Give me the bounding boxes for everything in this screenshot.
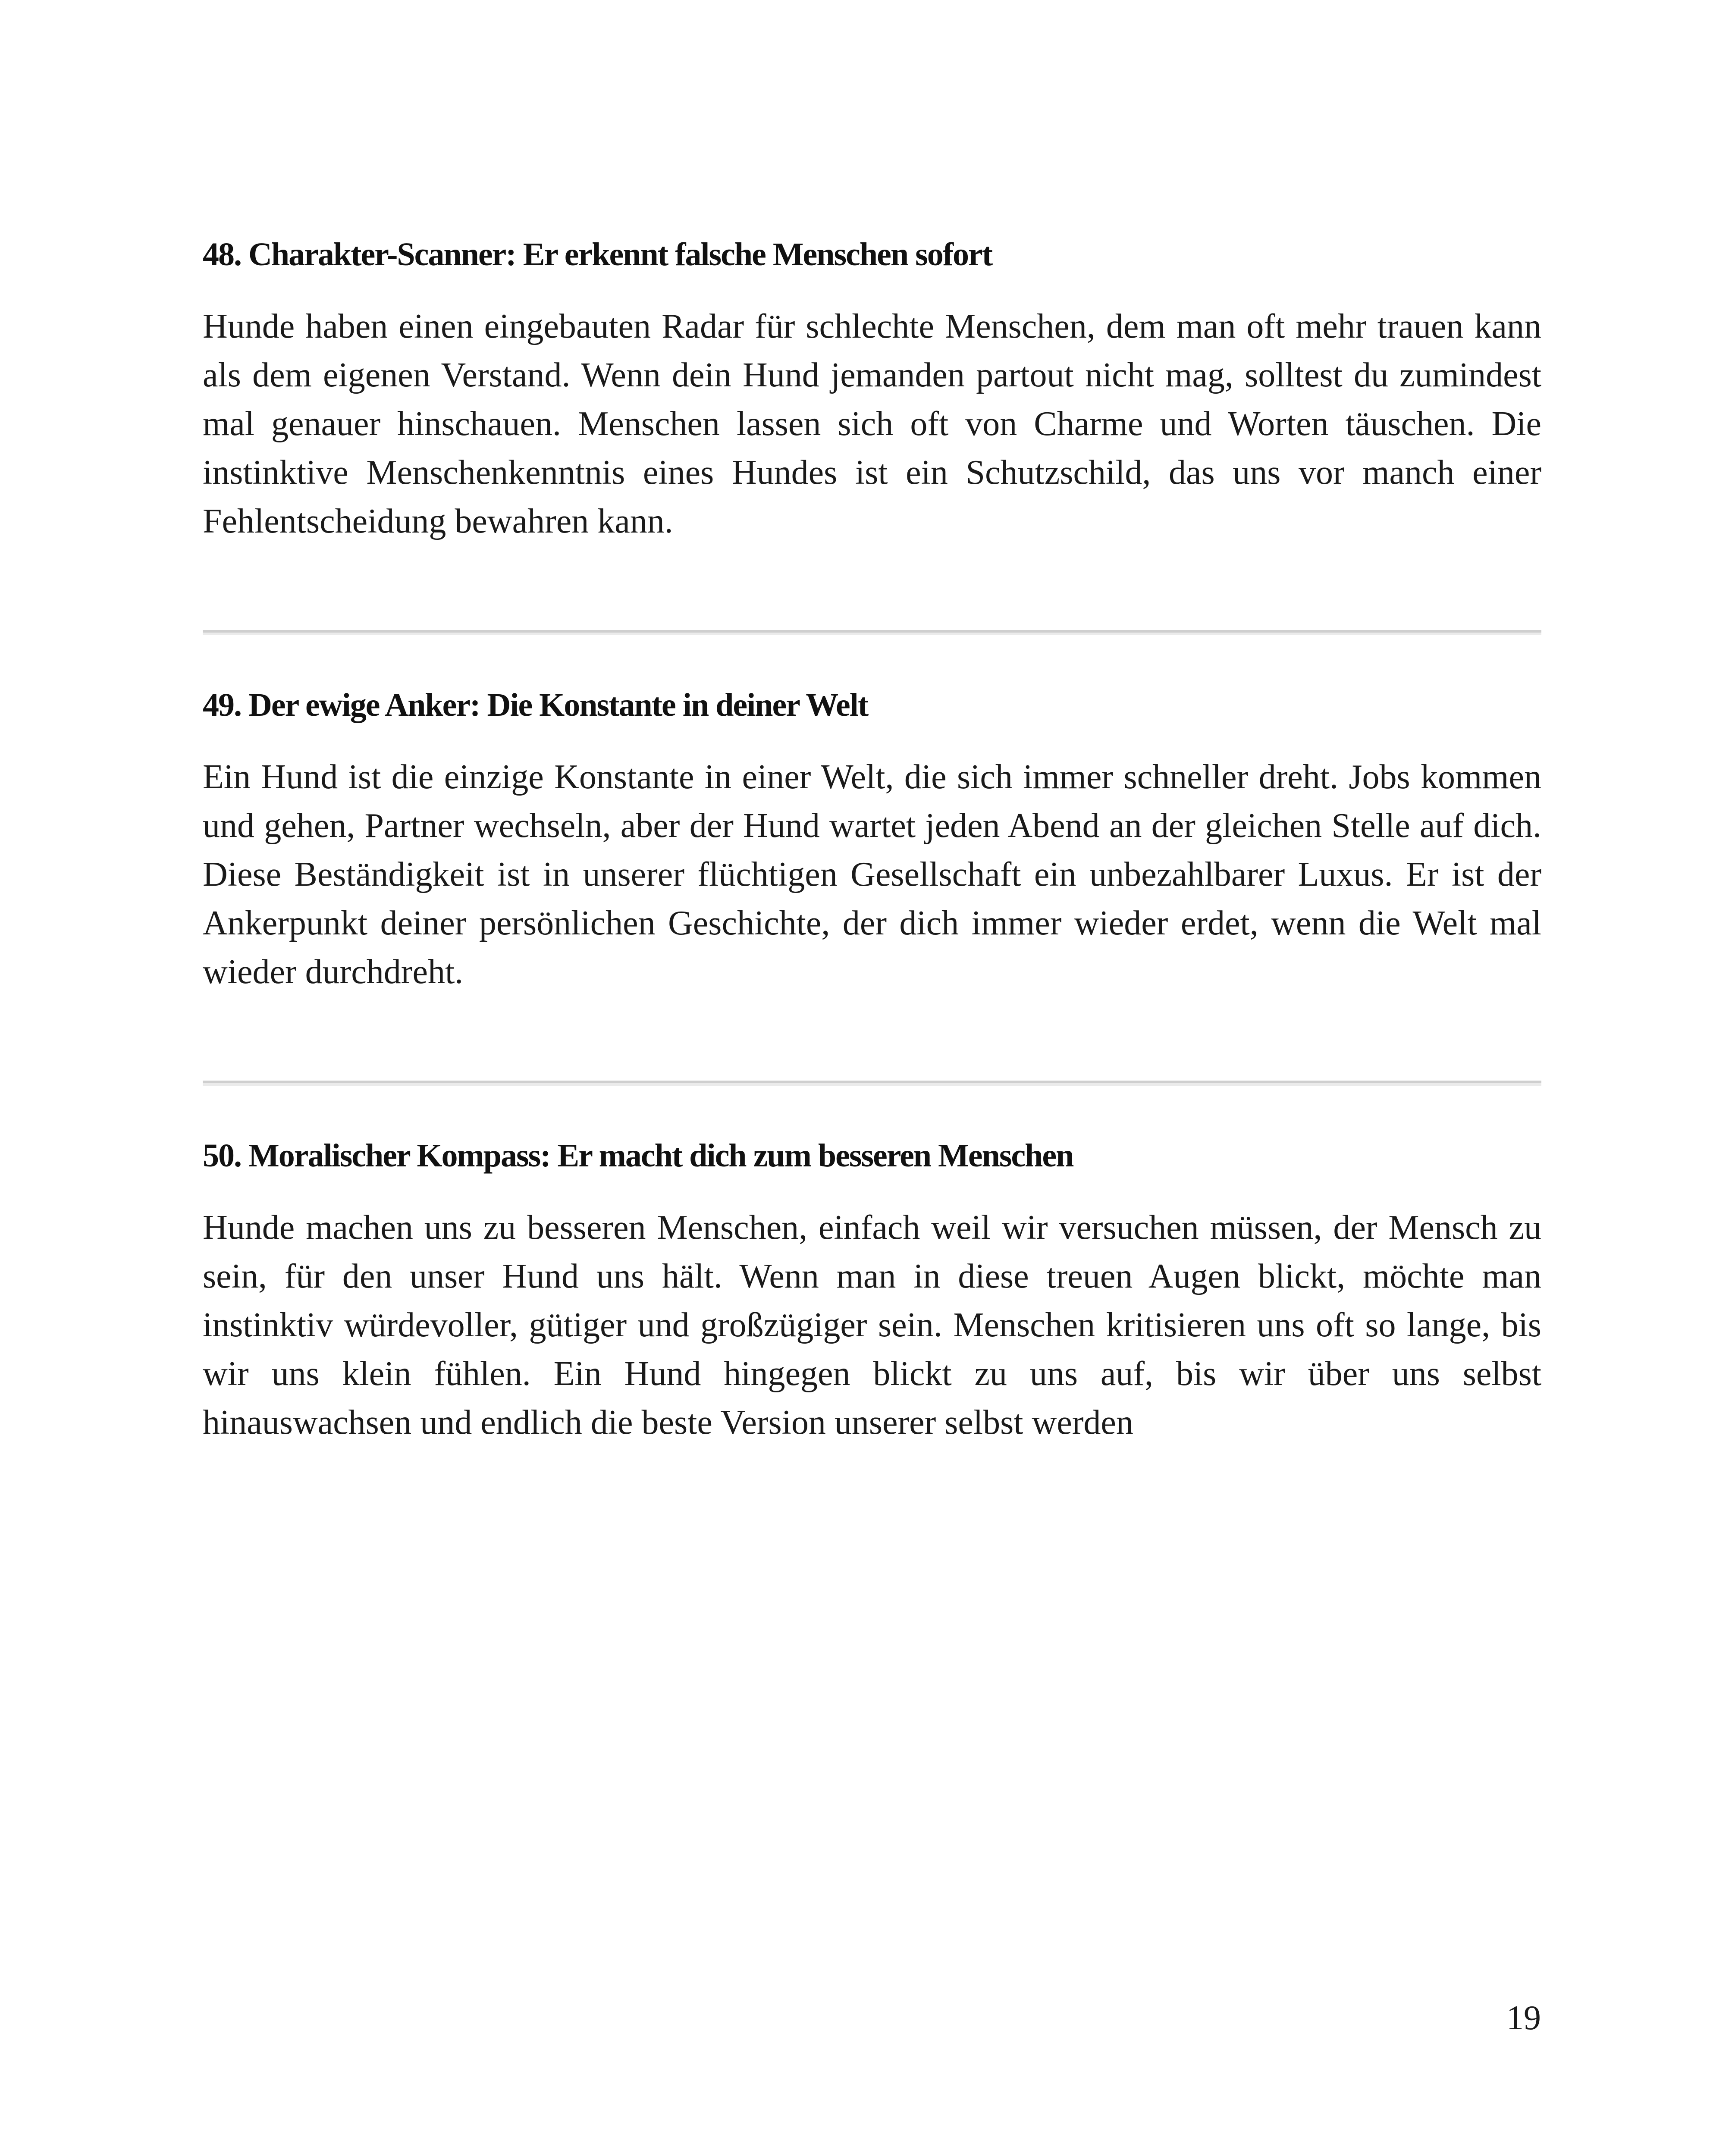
section-paragraph: Hunde haben einen eingebauten Radar für schlechte Menschen, dem man oft mehr trauen kann als dem eigenen Verstand. Wenn dein Hund jemanden partout nicht mag, solltest du zumindest mal genauer hinschauen. Menschen lassen sich oft von Charme und Worten täuschen. Die instinktive Menschenkenntnis eines Hundes ist ein Schutzschild, das uns vor manch einer Fehlentscheidung bewahren kann. xyxy=(203,307,1541,540)
section-paragraph: Ein Hund ist die einzige Konstante in einer Welt, die sich immer schneller dreht. Jobs kommen und gehen, Partner wechseln, aber der Hund wartet jeden Abend an der gleichen Stelle auf dich. Diese Beständigkeit ist in unserer flüchtigen Gesellschaft ein unbezahlbarer Luxus. Er ist der Ankerpunkt deiner persönlichen Geschichte, der dich immer wieder erdet, wenn die Welt mal wieder durchdreht. xyxy=(203,758,1541,991)
section-49 xyxy=(203,681,1541,997)
section-50 xyxy=(203,1132,1541,1447)
section-title: 49. Der ewige Anker: Die Konstante in deiner Welt xyxy=(203,687,868,723)
section-title: 50. Moralischer Kompass: Er macht dich zum besseren Menschen xyxy=(203,1138,1073,1174)
section-48 xyxy=(203,231,1541,546)
section-divider xyxy=(203,630,1541,635)
section-divider xyxy=(203,1081,1541,1086)
section-title: 48. Charakter-Scanner: Er erkennt falsche Menschen sofort xyxy=(203,236,992,273)
section-paragraph: Hunde machen uns zu besseren Menschen, einfach weil wir versuchen müssen, der Mensch zu sein, für den unser Hund uns hält. Wenn man in diese treuen Augen blickt, möchte man instinktiv würdevoller, gütiger und großzügiger sein. Menschen kritisieren uns oft so lange, bis wir uns klein fühlen. Ein Hund hingegen blickt zu uns auf, bis wir über uns selbst hinauswachsen und endlich die beste Version unserer selbst werden xyxy=(203,1209,1541,1442)
page-number: 19 xyxy=(1506,1999,1541,2037)
page-content xyxy=(203,231,1541,1447)
